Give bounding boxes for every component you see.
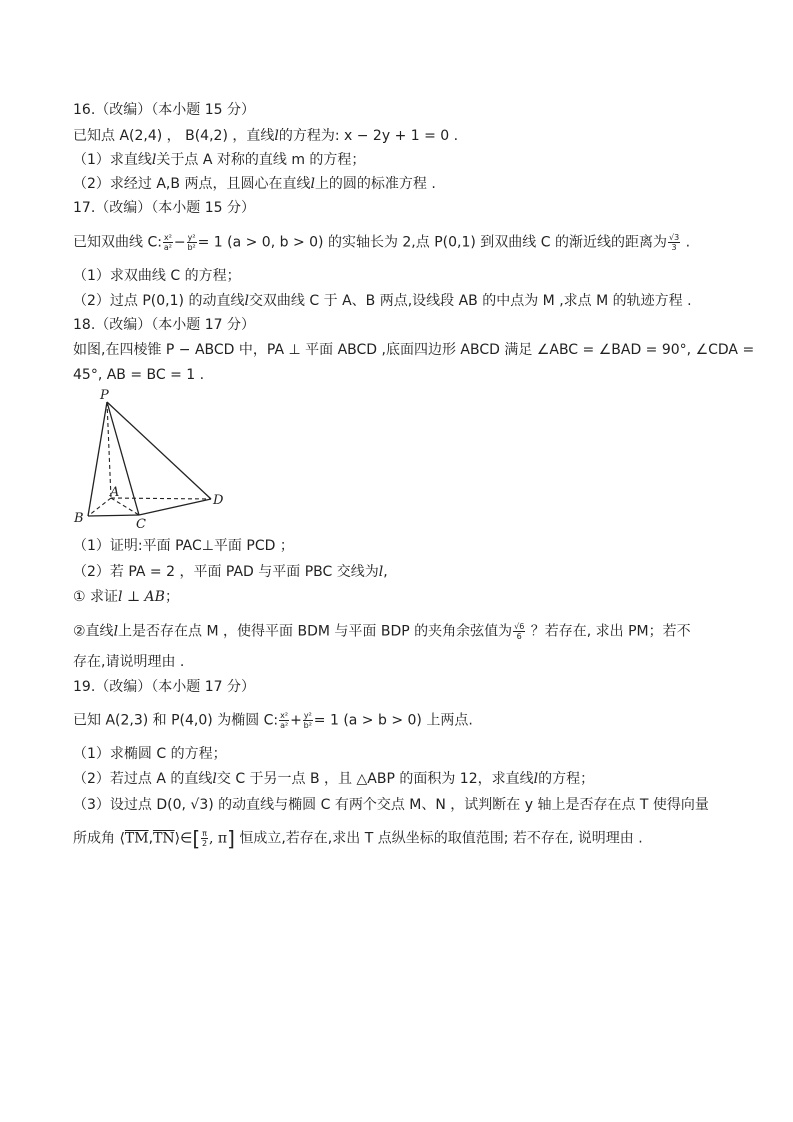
q19-header: 19.（改编）（本小题 17 分） <box>73 679 255 695</box>
q18-header: 18.（改编）（本小题 17 分） <box>73 317 255 333</box>
q16-intro <box>73 127 458 145</box>
q17-dist-num: √3 <box>668 233 680 242</box>
q19-bracket-close: ] <box>227 826 235 851</box>
label-c: C <box>136 517 146 532</box>
q17-intro-c: . <box>681 234 691 251</box>
q19-intro-a: 已知 A(2,3) 和 P(4,0) 为椭圆 C: <box>73 712 279 729</box>
q19-bracket-open: [ <box>192 826 201 851</box>
q18-sub1 <box>73 588 179 606</box>
q16-header: 16.（改编）（本小题 15 分） <box>73 102 255 118</box>
q18-s1-a: ① 求证 <box>73 589 119 605</box>
q17-part2 <box>73 292 692 310</box>
q16-intro-b: 的方程为: x − 2y + 1 = 0 . <box>278 128 459 144</box>
q16-part2 <box>73 175 436 193</box>
q19-p2-a: （2）若过点 A 的直线 <box>73 771 213 787</box>
edge-ab <box>88 498 111 516</box>
q19-part2 <box>73 770 594 788</box>
q18-p2-a: （2）若 PA = 2 ，平面 PAD 与平面 PBC 交线为 <box>73 564 379 580</box>
q19-intro-b: = 1 (a > b > 0) 上两点. <box>313 712 473 729</box>
q18-intro-1: 如图,在四棱锥 P − ABCD 中，PA ⊥ 平面 ABCD ,底面四边形 ABCD 满足 ∠ABC = ∠BAD = 90°, ∠CDA = <box>73 342 755 358</box>
q17-p2-a: （2）过点 P(0,1) 的动直线 <box>73 293 245 309</box>
q17-minus: − <box>173 234 186 251</box>
q18-part2 <box>73 563 388 581</box>
edge-pb <box>88 402 107 516</box>
q16-p2-b: 上的圆的标准方程 . <box>314 176 436 192</box>
q18-intro-2: 45°, AB = BC = 1 . <box>73 367 205 383</box>
q19-intro <box>73 711 473 730</box>
q19-p4-a: 所成角 ⟨ <box>73 830 125 847</box>
q19-frac-x-den: a² <box>280 721 289 730</box>
edge-pa <box>107 402 111 498</box>
q17-frac-x <box>163 233 173 252</box>
q18-p2-l: l <box>378 564 384 580</box>
q19-p2-l2: l <box>533 771 539 787</box>
q16-p1-b: 关于点 A 对称的直线 m 的方程； <box>156 152 366 168</box>
label-p: P <box>100 388 109 403</box>
q19-frac-x-num: x² <box>280 711 289 720</box>
q19-vec-tm: $\overline{TM}$ <box>124 830 149 847</box>
q17-header: 17.（改编）（本小题 15 分） <box>73 200 255 216</box>
pyramid-figure <box>70 385 240 535</box>
q17-frac-y-den: b² <box>187 243 196 252</box>
q17-dist-den: 3 <box>671 243 677 252</box>
q18-s2-b: 上是否存在点 M ，使得平面 BDM 与平面 BDP 的夹角余弦值为 <box>118 623 513 640</box>
q18-s2-a: ②直线 <box>73 623 114 640</box>
edge-bc <box>88 515 139 516</box>
q18-s2-c: ？若存在, 求出 PM；若不 <box>526 623 691 640</box>
q17-frac-y <box>187 233 197 252</box>
q19-pi-tail: , π <box>208 830 228 847</box>
q17-intro-a: 已知双曲线 C: <box>73 234 162 251</box>
q16-p1-l: l <box>151 152 157 168</box>
q18-s1-b: ； <box>164 589 179 605</box>
q16-p1-a: （1）求直线 <box>73 152 152 168</box>
q19-p2-l: l <box>212 771 217 787</box>
q19-p4-b: ⟩∈ <box>174 830 193 847</box>
q19-pi-num: π <box>202 829 207 838</box>
q19-frac-y <box>303 711 313 730</box>
q16-intro-l: l <box>274 128 279 144</box>
q18-cos-den: 6 <box>516 632 522 641</box>
q17-p2-b: 交双曲线 C 于 A、B 两点,设线段 AB 的中点为 M ,求点 M 的轨迹方程 . <box>248 293 692 309</box>
q19-p2-b: 交 C 于另一点 B ，且 △ABP 的面积为 12，求直线 <box>216 771 534 787</box>
label-a: A <box>110 485 120 500</box>
q17-part1: （1）求双曲线 C 的方程； <box>73 268 241 284</box>
q17-intro-b: = 1 (a > 0, b > 0) 的实轴长为 2,点 P(0,1) 到双曲线 C 的渐近线的距离为 <box>197 234 667 251</box>
q18-s2-l: l <box>113 623 119 640</box>
q16-intro-a: 已知点 A(2,4) ， B(4,2) ，直线 <box>73 128 275 144</box>
edge-pd <box>107 402 211 499</box>
label-b: B <box>74 511 84 526</box>
edge-ad <box>111 498 211 499</box>
label-d: D <box>213 493 224 508</box>
q19-frac-y-num: y² <box>303 711 312 720</box>
q19-part3: （3）设过点 D(0, √3) 的动直线与椭圆 C 有两个交点 M、N ，试判断在 y 轴上是否存在点 T 使得向量 <box>73 797 709 813</box>
q18-s1-math: l ⊥ AB <box>118 589 165 605</box>
q17-intro <box>73 233 690 252</box>
q18-p2-b: , <box>383 564 388 580</box>
q18-part1: （1）证明:平面 PAC⊥平面 PCD ； <box>73 538 294 554</box>
q16-p2-a: （2）求经过 A,B 两点，且圆心在直线 <box>73 176 311 192</box>
q18-sub2 <box>73 622 691 641</box>
q19-p2-c: 的方程； <box>538 771 595 787</box>
q19-pi-den: 2 <box>202 839 208 848</box>
q19-vec-tn: $\overline{TN}$ <box>153 830 175 847</box>
q19-frac-x <box>279 711 289 730</box>
q19-part1: （1）求椭圆 C 的方程； <box>73 746 227 762</box>
q16-part1 <box>73 151 365 169</box>
q19-frac-y-den: b² <box>303 721 312 730</box>
q17-frac-y-num: y² <box>187 233 196 242</box>
q17-frac-dist <box>668 233 680 252</box>
q18-frac-cos <box>513 622 525 641</box>
q19-plus: + <box>290 712 302 729</box>
q17-frac-x-den: a² <box>163 243 172 252</box>
q18-cos-num: √6 <box>514 622 525 631</box>
q17-p2-l: l <box>244 293 249 309</box>
q17-frac-x-num: x² <box>163 233 172 242</box>
edge-cd <box>139 499 211 515</box>
q18-sub2-cont: 存在,请说明理由 . <box>73 654 185 670</box>
q19-vec-comma: , <box>148 830 154 847</box>
q16-p2-l: l <box>310 176 315 192</box>
q19-part3-cont <box>73 826 643 851</box>
q19-p4-c: 恒成立,若存在,求出 T 点纵坐标的取值范围; 若不存在, 说明理由 . <box>234 830 643 847</box>
q19-frac-pi <box>201 829 208 848</box>
